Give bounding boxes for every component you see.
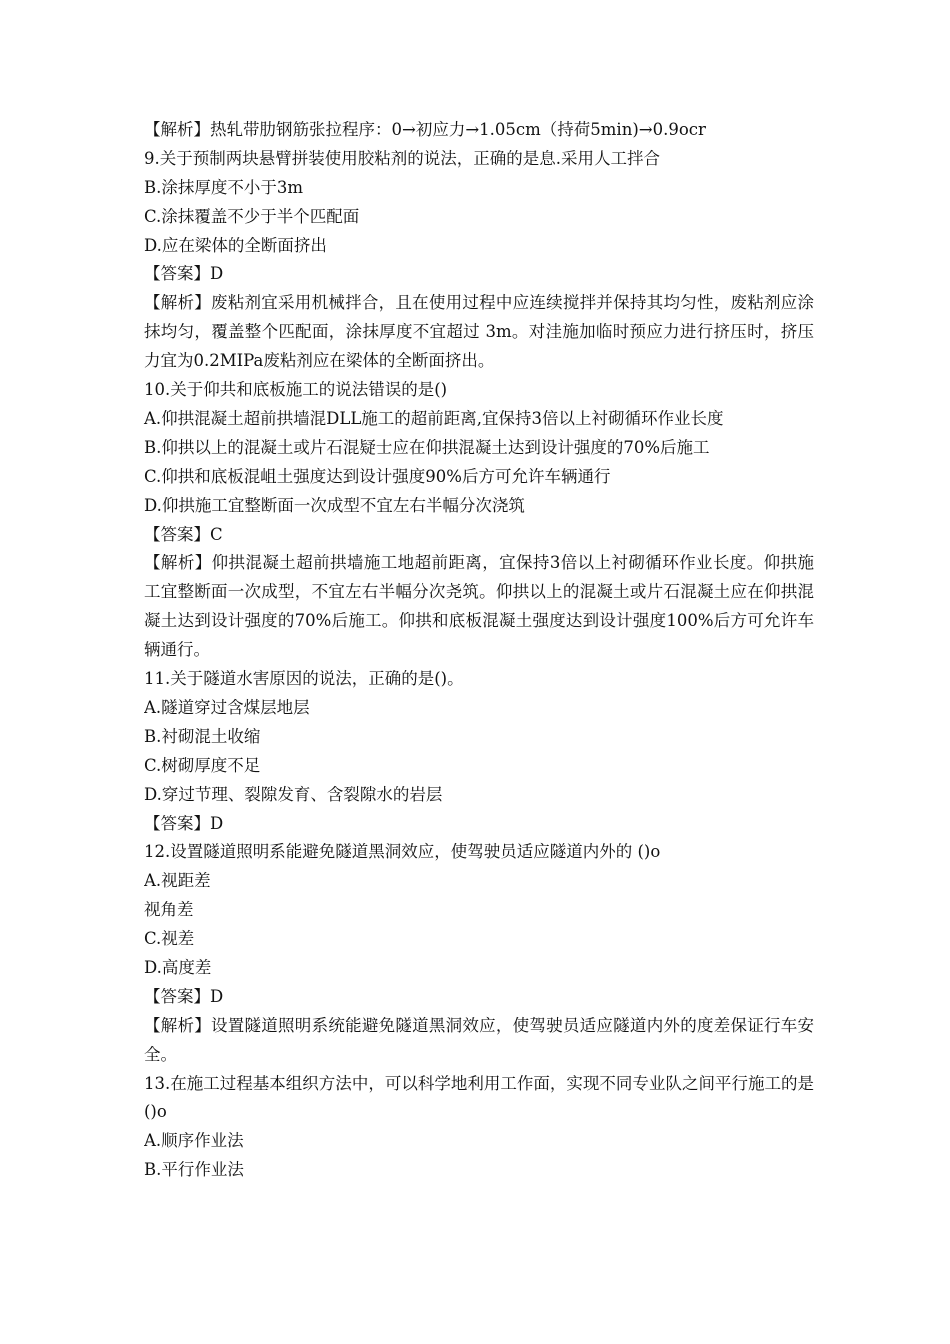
analysis-paragraph: 【解析】仰拱混凝土超前拱墙施工地超前距离，宜保持3倍以上衬砌循环作业长度。仰拱施工宜整断面一次成型，不宜左右半幅分次尧筑。仰拱以上的混凝土或片石混凝土应在仰拱混凝土达到设计强度的70%后施工。仰拱和底板混凝土强度达到设计强度100%后方可允许车辆通行。 — [144, 553, 814, 660]
analysis-paragraph: 【解析】设置隧道照明系统能避免隧道黑洞效应，使驾驶员适应隧道内外的度差保证行车安全。 — [144, 1015, 814, 1064]
option-a: A.顺序作业法 — [144, 1131, 244, 1151]
option-b: 视角差 — [144, 900, 194, 920]
document-page — [144, 116, 814, 1185]
answer-line: 【答案】C — [144, 524, 223, 544]
option-b: B.涂抹厚度不小于3m — [144, 177, 304, 197]
option-a: A.仰拱混凝土超前拱墙混DLL施工的超前距离,宜保持3倍以上衬砌循环作业长度 — [144, 408, 724, 428]
option-d: D.高度差 — [144, 957, 212, 977]
question-13: 13.在施工过程基本组织方法中，可以科学地利用工作面，实现不同专业队之间平行施工的是()o — [144, 1073, 814, 1122]
question-9: 9.关于预制两块悬臂拼装使用胶粘剂的说法，正确的是息.采用人工拌合 — [144, 148, 660, 168]
option-a: A.隧道穿过含煤层地层 — [144, 697, 310, 717]
option-d: D.应在梁体的全断面挤出 — [144, 235, 327, 255]
option-b: B.平行作业法 — [144, 1160, 244, 1180]
analysis-paragraph: 【解析】废粘剂宜采用机械拌合，且在使用过程中应连续搅拌并保持其均匀性，废粘剂应涂抹均匀，覆盖整个匹配面，涂抹厚度不宜超过 3m。对洼施加临时预应力进行挤压时，挤压力宜为0.2MIPa废粘剂应在梁体的全断面挤出。 — [144, 293, 814, 371]
option-a: A.视距差 — [144, 871, 211, 891]
option-b: B.仰拱以上的混凝土或片石混疑士应在仰拱混凝土达到设计强度的70%后施工 — [144, 437, 710, 457]
question-11: 11.关于隧道水害原因的说法，正确的是()。 — [144, 669, 464, 689]
option-c: C.视差 — [144, 929, 195, 949]
answer-line: 【答案】D — [144, 986, 224, 1006]
option-c: C.树砌厚度不足 — [144, 755, 261, 775]
option-b: B.衬砌混土收缩 — [144, 726, 261, 746]
analysis-line: 【解析】热轧带肋钢筋张拉程序：0→初应力→1.05cm（持荷5min)→0.9ocr — [144, 120, 706, 139]
question-10: 10.关于仰共和底板施工的说法错误的是() — [144, 380, 448, 400]
option-d: D.仰拱施工宜整断面一次成型不宜左右半幅分次浇筑 — [144, 495, 525, 515]
option-c: C.涂抹覆盖不少于半个匹配面 — [144, 206, 360, 226]
question-12: 12.设置隧道照明系能避免隧道黑洞效应，使驾驶员适应隧道内外的 ()o — [144, 842, 661, 862]
answer-line: 【答案】D — [144, 813, 224, 833]
option-d: D.穿过节理、裂隙发育、含裂隙水的岩层 — [144, 784, 443, 804]
option-c: C.仰拱和底板混岨土强度达到设计强度90%后方可允许车辆通行 — [144, 466, 611, 486]
answer-line: 【答案】D — [144, 264, 224, 284]
